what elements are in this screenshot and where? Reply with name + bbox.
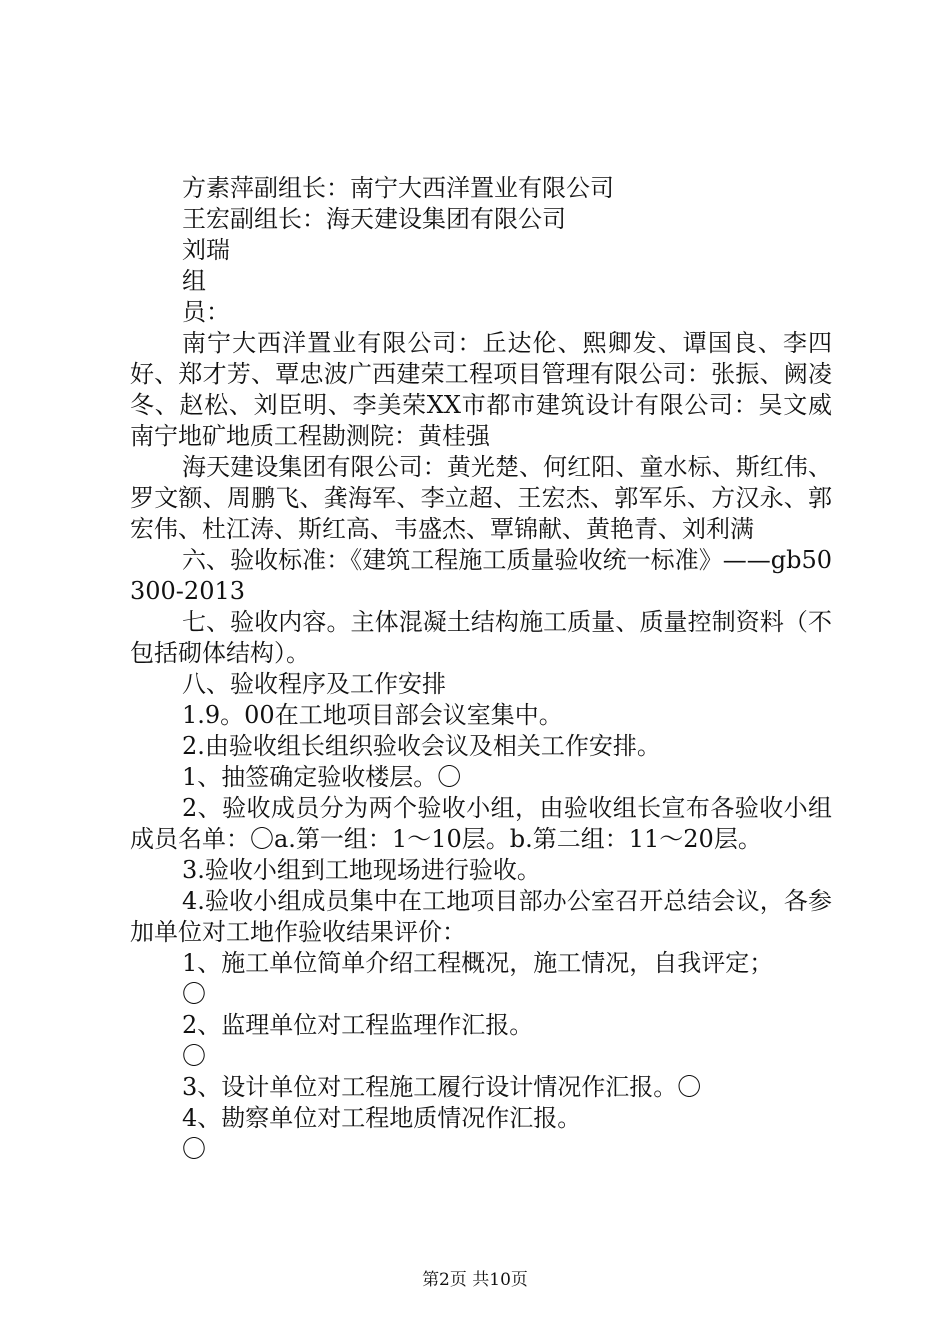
paragraph-circle-mark-1: 〇 <box>182 980 206 1008</box>
paragraph-members-label-1: 组 <box>182 267 206 295</box>
paragraph-deputy-leader-3: 刘瑞 <box>182 236 230 264</box>
paragraph-members-owner-supervisor-design: 南宁大西洋置业有限公司：丘达伦、熙卿发、谭国良、李四好、郑才芳、覃忠波广西建荣工程项目管理有限公司：张振、阙凌冬、赵松、刘臣明、李美荣XX市都市建筑设计有限公司：吴文威南宁地矿地质工程勘测院：黄桂强 <box>130 329 832 450</box>
paragraph-deputy-leader-1: 方素萍副组长：南宁大西洋置业有限公司 <box>182 174 614 202</box>
paragraph-circle-mark-3: 〇 <box>182 1135 206 1163</box>
paragraph-step-1: 1.9。00在工地项目部会议室集中。 <box>182 701 563 729</box>
document-body <box>130 173 832 1165</box>
page-number-label: 第2页 共10页 <box>422 1270 528 1290</box>
paragraph-circle-mark-2: 〇 <box>182 1042 206 1070</box>
page-footer <box>0 1269 950 1291</box>
paragraph-procedure-heading: 八、验收程序及工作安排 <box>182 670 446 698</box>
paragraph-step-3: 3.验收小组到工地现场进行验收。 <box>182 856 541 884</box>
paragraph-substep-groups: 2、验收成员分为两个验收小组，由验收组长宣布各验收小组成员名单：〇a.第一组：1～10层。b.第二组：11～20层。 <box>130 794 832 853</box>
paragraph-members-contractor: 海天建设集团有限公司：黄光楚、何红阳、童水标、斯红伟、罗文额、周鹏飞、龚海军、李立超、王宏杰、郭军乐、方汉永、郭宏伟、杜江涛、斯红高、韦盛杰、覃锦献、黄艳青、刘利满 <box>130 453 832 543</box>
paragraph-report-survey: 4、勘察单位对工程地质情况作汇报。 <box>182 1104 582 1132</box>
paragraph-deputy-leader-2: 王宏副组长：海天建设集团有限公司 <box>182 205 566 233</box>
paragraph-members-label-2: 员： <box>182 298 230 326</box>
paragraph-report-supervision: 2、监理单位对工程监理作汇报。 <box>182 1011 534 1039</box>
paragraph-acceptance-standard: 六、验收标准：《建筑工程施工质量验收统一标准》——gb50300-2013 <box>130 546 832 605</box>
paragraph-report-construction: 1、施工单位简单介绍工程概况，施工情况，自我评定； <box>182 949 774 977</box>
paragraph-acceptance-content: 七、验收内容。主体混凝土结构施工质量、质量控制资料（不包括砌体结构）。 <box>130 608 832 667</box>
paragraph-substep-draw-floors: 1、抽签确定验收楼层。〇 <box>182 763 462 791</box>
paragraph-report-design: 3、设计单位对工程施工履行设计情况作汇报。〇 <box>182 1073 702 1101</box>
paragraph-step-2: 2.由验收组长组织验收会议及相关工作安排。 <box>182 732 661 760</box>
paragraph-step-4: 4.验收小组成员集中在工地项目部办公室召开总结会议，各参加单位对工地作验收结果评价： <box>130 887 832 946</box>
